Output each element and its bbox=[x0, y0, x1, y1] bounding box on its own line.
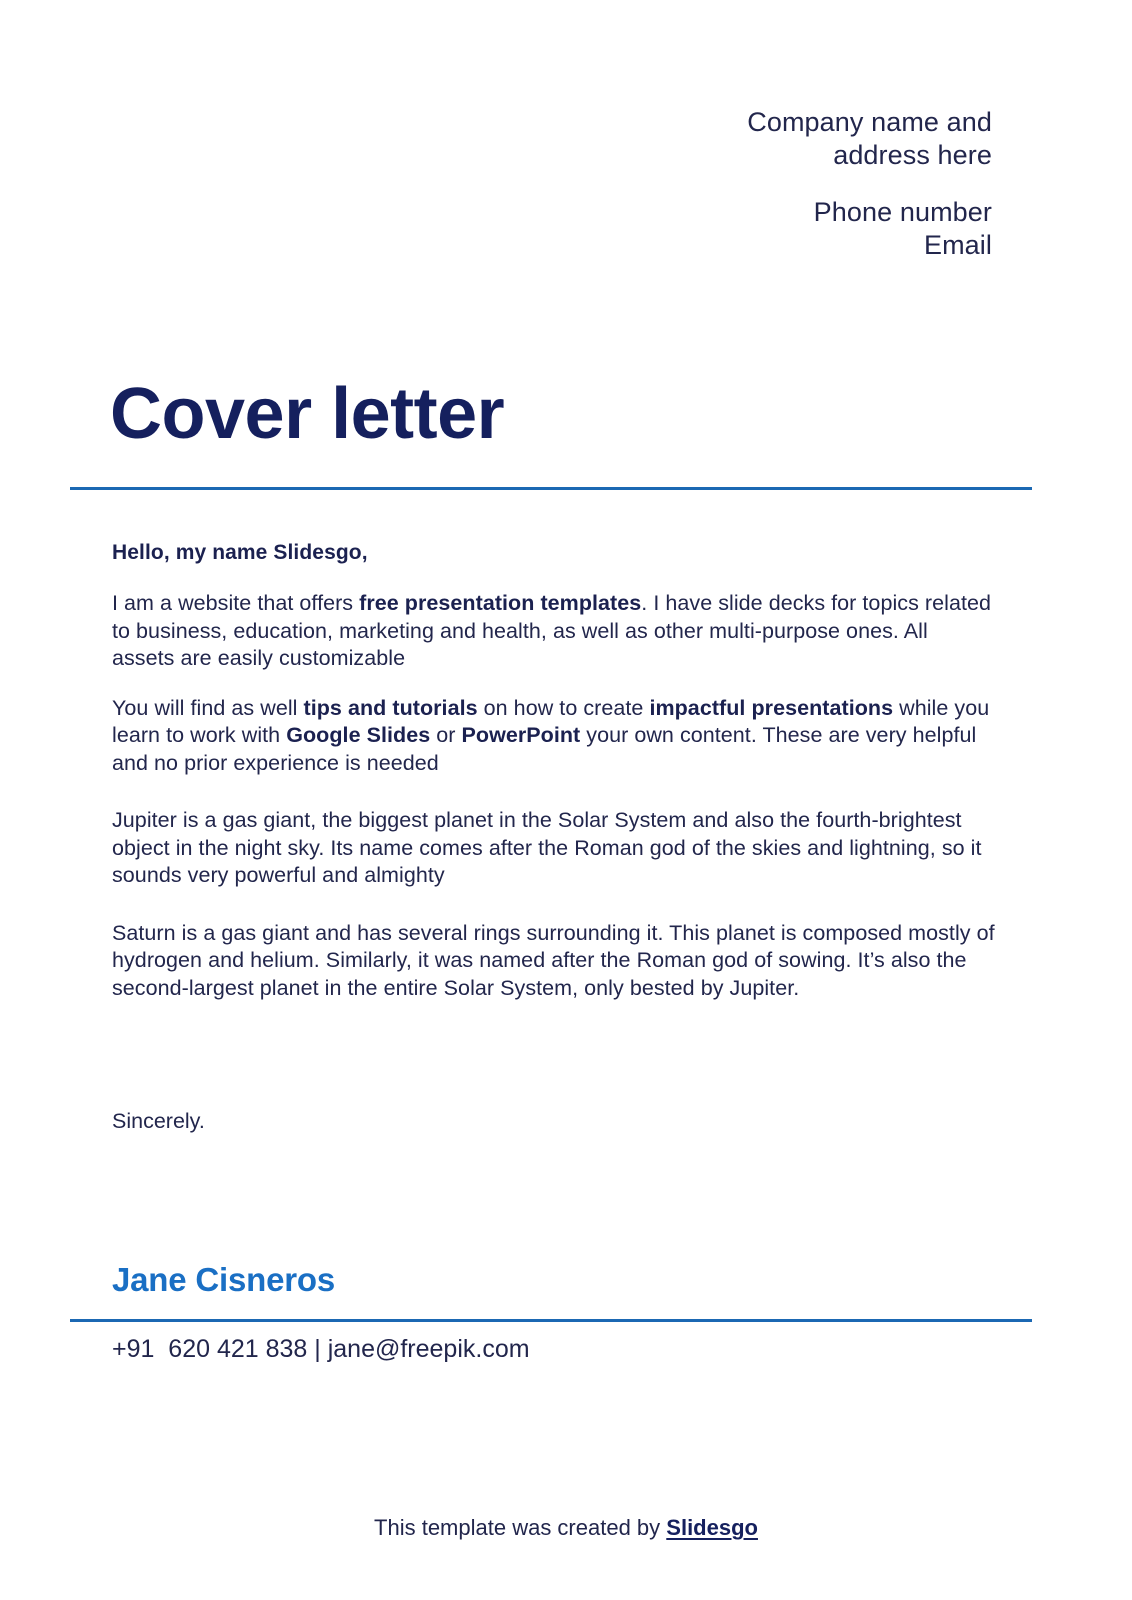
paragraph-1-text-part-1: I am a website that offers bbox=[112, 591, 360, 615]
greeting-line: Hello, my name Slidesgo, bbox=[112, 541, 368, 564]
signature-divider-rule bbox=[70, 1319, 1032, 1322]
recipient-header-block bbox=[432, 106, 992, 262]
contact-line: +91 620 421 838 | jane@freepik.com bbox=[112, 1335, 530, 1363]
email-label: Email bbox=[923, 230, 992, 260]
paragraph-1-bold-1: free presentation templates bbox=[359, 591, 642, 615]
body-paragraph-3: Jupiter is a gas giant, the biggest planet in the Solar System and also the fourth-brightest object in the night sky. Its name comes after the Roman god of the skies and lightning, so it sounds very powerful and almighty bbox=[112, 808, 982, 887]
paragraph-2-text-part-3: while you learn to work with bbox=[112, 695, 990, 747]
paragraph-2-text-part-5: your own content. These are very helpful and no prior experience is needed bbox=[112, 723, 977, 775]
body-paragraph-1 bbox=[112, 590, 996, 673]
paragraph-2-text-part-2: on how to create bbox=[477, 695, 650, 720]
body-paragraph-4: Saturn is a gas giant and has several rings surrounding it. This planet is composed mostly of hydrogen and helium. Similarly, it was named after the Roman god of sowing. It’s also the second-largest planet in the entire Solar System, only bested by Jupiter. bbox=[112, 920, 995, 1000]
paragraph-2-text-part-4: or bbox=[430, 723, 462, 747]
footer-text: This template was created by bbox=[374, 1515, 667, 1540]
title-divider-rule bbox=[70, 487, 1032, 490]
signature-name: Jane Cisneros bbox=[112, 1261, 336, 1298]
header-spacer bbox=[432, 172, 992, 196]
letter-body bbox=[112, 538, 996, 1136]
closing-line: Sincerely. bbox=[112, 1109, 205, 1133]
paragraph-2-text-part-1: You will find as well bbox=[112, 695, 304, 720]
company-address-line: address here bbox=[833, 140, 992, 170]
paragraph-1-text-part-2: . I have slide decks for topics related to business, education, marketing and health, as well as other multi-purpose ones. All assets are easily customizable bbox=[112, 591, 991, 670]
paragraph-2-bold-2: impactful presentations bbox=[649, 695, 894, 720]
paragraph-2-bold-3: Google Slides bbox=[286, 723, 431, 747]
page-title: Cover letter bbox=[110, 374, 505, 454]
paragraph-2-bold-4: PowerPoint bbox=[461, 723, 581, 747]
company-name-line: Company name and bbox=[747, 107, 992, 137]
body-paragraph-2 bbox=[112, 695, 996, 778]
phone-number-label: Phone number bbox=[813, 197, 992, 227]
template-credit-footer bbox=[0, 1514, 1132, 1542]
paragraph-2-bold-1: tips and tutorials bbox=[303, 695, 478, 720]
slidesgo-link[interactable]: Slidesgo bbox=[666, 1515, 758, 1540]
